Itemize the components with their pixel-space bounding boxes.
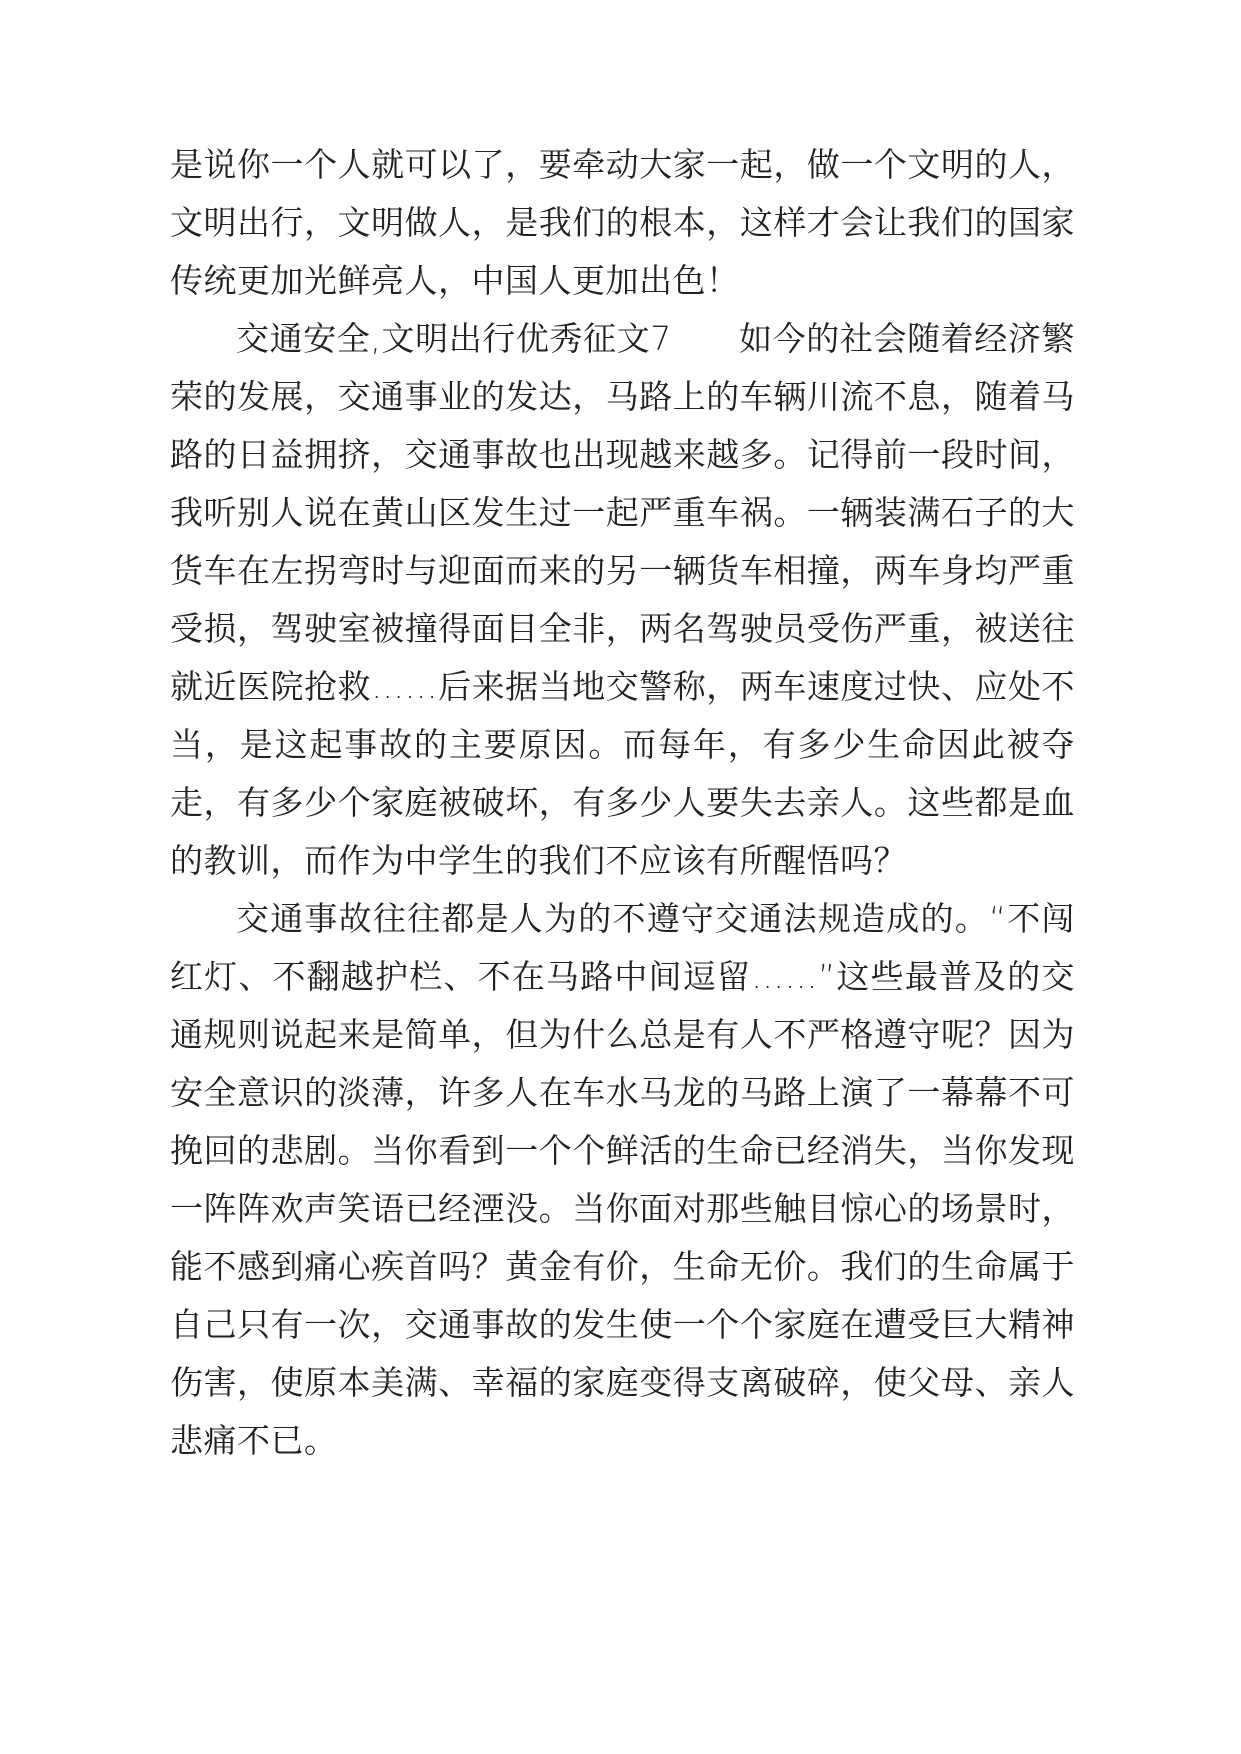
body-paragraph-essay-7: 交通安全,文明出行优秀征文7 如今的社会随着经济繁荣的发展，交通事业的发达，马路上的车辆川流不息，随着马路的日益拥挤，交通事故也出现越来越多。记得前一段时间，我听别人说在黄山区发生过一起严重车祸。一辆装满石子的大货车在左拐弯时与迎面而来的另一辆货车相撞，两车身均严重受损，驾驶室被撞得面目全非，两名驾驶员受伤严重，被送往就近医院抢救……后来据当地交警称，两车速度过快、应处不当，是这起事故的主要原因。而每年，有多少生命因此被夺走，有多少个家庭被破坏，有多少人要失去亲人。这些都是血的教训，而作为中学生的我们不应该有所醒悟吗？ (170, 319, 1075, 880)
page-body-text (170, 136, 1075, 1470)
body-paragraph-traffic-rules: 交通事故往往都是人为的不遵守交通法规造成的。“不闯红灯、不翻越护栏、不在马路中间逗留……”这些最普及的交通规则说起来是简单，但为什么总是有人不严格遵守呢？因为安全意识的淡薄，许多人在车水马龙的马路上演了一幕幕不可挽回的悲剧。当你看到一个个鲜活的生命已经消失，当你发现一阵阵欢声笑语已经湮没。当你面对那些触目惊心的场景时，能不感到痛心疾首吗？黄金有价，生命无价。我们的生命属于自己只有一次，交通事故的发生使一个个家庭在遭受巨大精神伤害，使原本美满、幸福的家庭变得支离破碎，使父母、亲人悲痛不已。 (170, 899, 1075, 1460)
body-paragraph-continuation: 是说你一个人就可以了，要牵动大家一起，做一个文明的人，文明出行，文明做人，是我们的根本，这样才会让我们的国家传统更加光鲜亮人，中国人更加出色！ (170, 145, 1075, 300)
